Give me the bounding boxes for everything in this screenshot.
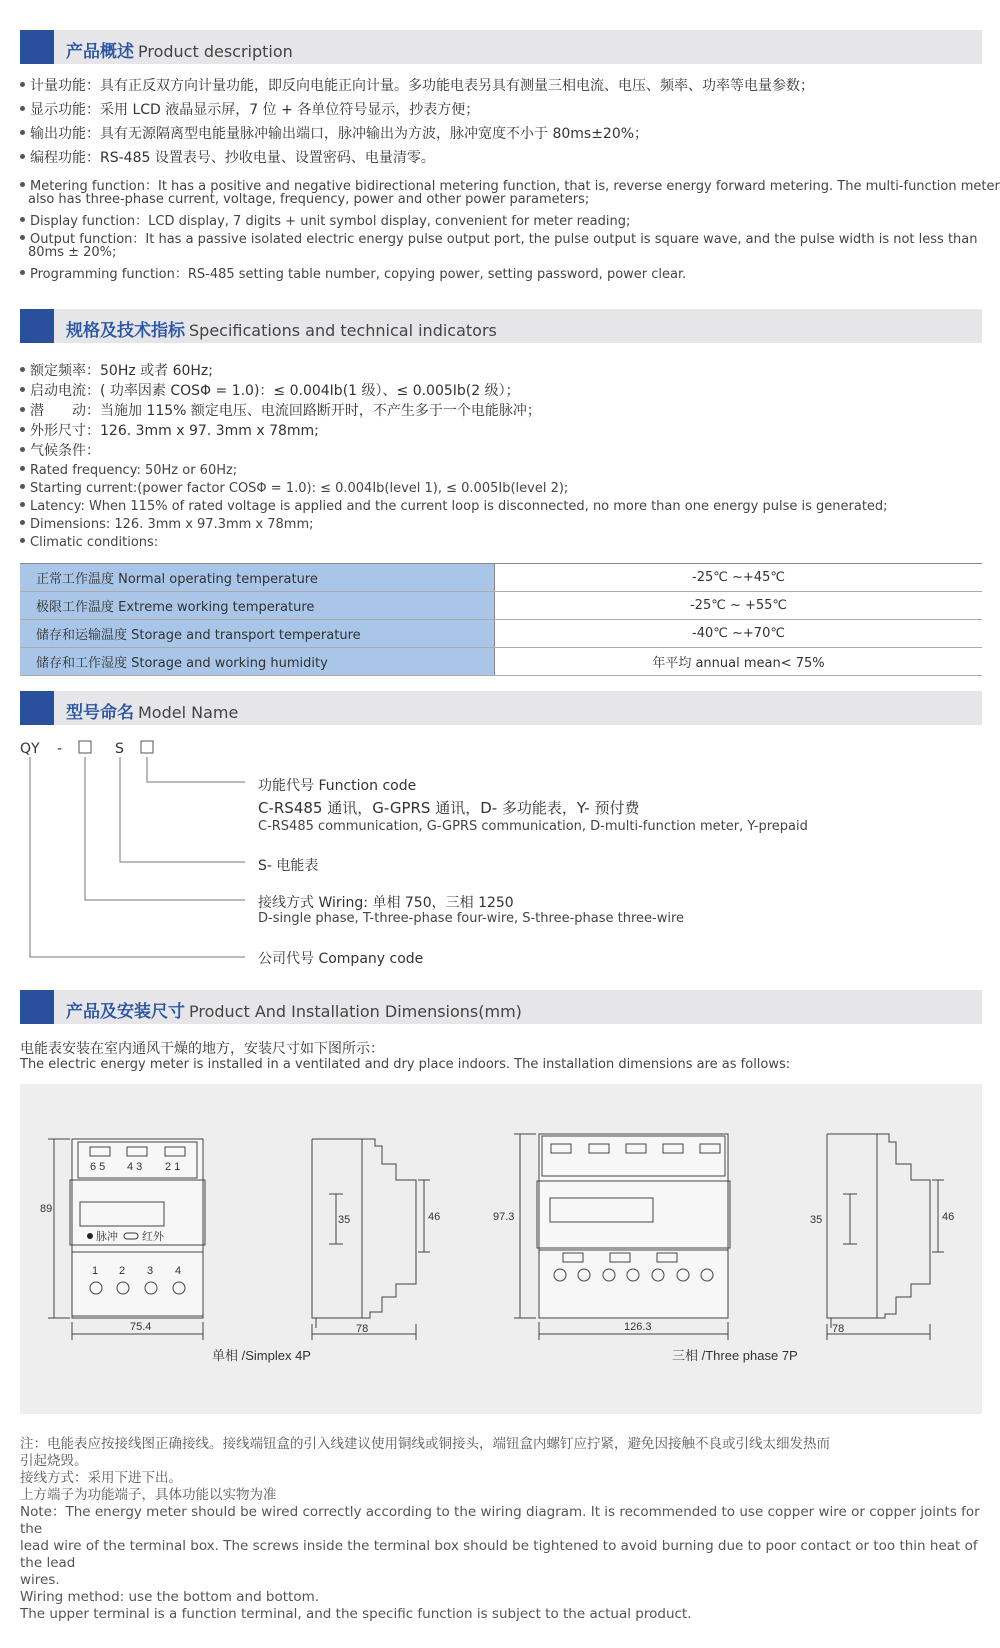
- note-cn-2: 接线方式：采用下进下出。: [20, 1470, 182, 1486]
- note-en-1c: wires.: [20, 1572, 60, 1588]
- single-bottom-terminal-label: 4: [175, 1265, 182, 1277]
- single-side-depth-label: 78: [356, 1323, 369, 1335]
- three-phase-caption: 三相 /Three phase 7P: [672, 1348, 798, 1363]
- note-en-1: Note：The energy meter should be wired correctly according to the wiring diagram. It is recommended to use copper wire or copper joints for the: [20, 1504, 980, 1537]
- dims-intro-en: The electric energy meter is installed in a ventilated and dry place indoors. The installation dimensions are as follows:: [20, 1057, 791, 1072]
- dims-intro-cn: 电能表安装在室内通风干燥的地方，安装尺寸如下图所示：: [20, 1041, 384, 1057]
- climate-label: 正常工作温度 Normal operating temperature: [20, 564, 495, 592]
- dimension-drawings: [20, 1084, 982, 1414]
- single-phase-caption: 单相 /Simplex 4P: [212, 1348, 311, 1363]
- function-code-title: 功能代号 Function code: [258, 778, 417, 794]
- infrared-label: 红外: [142, 1231, 164, 1243]
- spec-cn-2: 启动电流：( 功率因素 COSΦ = 1.0)：≤ 0.004Ib(1 级）、≤ 0.005Ib(2 级）；: [20, 380, 520, 400]
- section-marker: [20, 309, 54, 343]
- three-height-label: 97.3: [493, 1211, 515, 1223]
- function-code-cn: C-RS485 通讯，G-GPRS 通讯，D- 多功能表，Y- 预付费: [258, 799, 640, 817]
- note-cn-1b: 引起烧毁。: [20, 1453, 88, 1469]
- spec-en-3: Latency: When 115% of rated voltage is applied and the current loop is disconnected, no more than one energy pulse is generated;: [20, 499, 888, 514]
- table-row: [20, 620, 982, 648]
- spec-en-1: Rated frequency: 50Hz or 60Hz;: [20, 463, 237, 478]
- section-header-specifications: [20, 309, 982, 343]
- desc-en-4: Programming function：RS-485 setting table number, copying power, setting password, power clear.: [20, 263, 686, 282]
- section-header-description: [20, 30, 982, 64]
- desc-en-1b: also has three-phase current, voltage, frequency, power and other power parameters;: [28, 192, 590, 207]
- model-code-s: S: [115, 741, 124, 757]
- section-header-dimensions: [20, 990, 982, 1024]
- note-en-1b: lead wire of the terminal box. The screws inside the terminal box should be tightened to avoid burning due to poor contact or too thin heat of the lead: [20, 1538, 978, 1571]
- section-marker: [20, 691, 54, 725]
- single-height-label: 89: [40, 1203, 53, 1215]
- section-title: 规格及技术指标 Specifications and technical indicators: [66, 321, 497, 341]
- single-bottom-terminal-label: 2: [119, 1265, 126, 1277]
- wiring-en: D-single phase, T-three-phase four-wire, S-three-phase three-wire: [258, 911, 685, 926]
- spec-en-4: Dimensions: 126. 3mm x 97.3mm x 78mm;: [20, 517, 314, 532]
- spec-cn-4: 外形尺寸：126. 3mm x 97. 3mm x 78mm;: [20, 420, 319, 440]
- spec-cn-5: 气候条件：: [20, 440, 100, 460]
- section-title: 型号命名 Model Name: [66, 703, 239, 723]
- company-code: 公司代号 Company code: [258, 951, 424, 967]
- climate-value: 年平均 annual mean< 75%: [495, 648, 983, 676]
- table-row: [20, 648, 982, 676]
- desc-en-2: Display function：LCD display, 7 digits + unit symbol display, convenient for meter reading;: [20, 210, 630, 229]
- model-code-qy: QY: [20, 741, 40, 757]
- table-row: [20, 592, 982, 620]
- section-header-model-name: [20, 691, 982, 725]
- three-phase-side-view: [827, 1134, 944, 1340]
- model-leader-lines: [0, 735, 300, 965]
- climate-table: [20, 563, 982, 676]
- climate-value: -25℃ ~ +55℃: [495, 592, 983, 620]
- desc-en-3b: 80ms ± 20%;: [28, 245, 117, 260]
- desc-en-1a: Metering function：It has a positive and negative bidirectional metering function, that is, reverse energy forward metering. The multi-function meter: [20, 175, 1000, 194]
- single-bottom-terminal-label: 1: [92, 1265, 99, 1277]
- function-code-en: C-RS485 communication, G-GPRS communication, D-multi-function meter, Y-prepaid: [258, 819, 808, 834]
- section-title: 产品及安装尺寸 Product And Installation Dimensions(mm): [66, 1002, 522, 1022]
- dimension-drawings-svg: [20, 1084, 982, 1414]
- section-marker: [20, 990, 54, 1024]
- three-phase-front-view: [514, 1134, 730, 1340]
- single-top-terminal-label: 2 1: [165, 1161, 181, 1173]
- desc-cn-4: 编程功能：RS-485 设置表号、抄收电量、设置密码、电量清零。: [20, 147, 435, 167]
- section-marker: [20, 30, 54, 64]
- note-block: [20, 1436, 982, 1623]
- note-en-3: The upper terminal is a function terminal, and the specific function is subject to the actual product.: [20, 1606, 692, 1622]
- three-side-depth-label: 78: [832, 1323, 845, 1335]
- table-row: [20, 564, 982, 592]
- climate-value: -25℃ ~+45℃: [495, 564, 983, 592]
- single-top-terminal-label: 6 5: [90, 1161, 106, 1173]
- three-side-h1-label: 35: [810, 1214, 823, 1226]
- single-side-h2-label: 46: [428, 1211, 441, 1223]
- note-cn-1: 注：电能表应按接线图正确接线。接线端钮盒的引入线建议使用铜线或铜接头，端钮盒内螺钉应拧紧，避免因接触不良或引线太细发热而: [20, 1436, 830, 1452]
- three-side-h2-label: 46: [942, 1211, 955, 1223]
- spec-cn-1: 额定频率：50Hz 或者 60Hz;: [20, 360, 213, 380]
- model-code-dash: -: [57, 741, 63, 757]
- desc-cn-2: 显示功能：采用 LCD 液晶显示屏，7 位 + 各单位符号显示，抄表方便；: [20, 99, 479, 119]
- pulse-label: 脉冲: [96, 1231, 118, 1243]
- spec-en-2: Starting current:(power factor COSΦ = 1.0): ≤ 0.004Ib(level 1), ≤ 0.005Ib(level 2);: [20, 481, 568, 496]
- climate-label: 储存和工作湿度 Storage and working humidity: [20, 648, 495, 676]
- climate-label: 储存和运输温度 Storage and transport temperature: [20, 620, 495, 648]
- spec-cn-3: 潜 动：当施加 115% 额定电压、电流回路断开时，不产生多于一个电能脉冲；: [20, 400, 541, 420]
- wiring-cn: 接线方式 Wiring: 单相 750，三相 1250: [258, 895, 514, 911]
- single-width-label: 75.4: [130, 1321, 152, 1333]
- s-meter-line: S- 电能表: [258, 858, 319, 874]
- desc-cn-1: 计量功能：具有正反双方向计量功能，即反向电能正向计量。多功能电表另具有测量三相电流、电压、频率、功率等电量参数；: [20, 75, 814, 95]
- climate-value: -40℃ ~+70℃: [495, 620, 983, 648]
- single-phase-side-view: [312, 1139, 430, 1340]
- single-side-h1-label: 35: [338, 1214, 351, 1226]
- spec-en-5: Climatic conditions:: [20, 535, 158, 550]
- single-top-terminal-label: 4 3: [127, 1161, 143, 1173]
- single-bottom-terminal-label: 3: [147, 1265, 154, 1277]
- pulse-indicator-icon: [87, 1233, 93, 1239]
- note-en-2: Wiring method: use the bottom and bottom.: [20, 1589, 320, 1605]
- climate-label: 极限工作温度 Extreme working temperature: [20, 592, 495, 620]
- section-title: 产品概述 Product description: [66, 42, 293, 62]
- note-cn-3: 上方端子为功能端子，具体功能以实物为准: [20, 1487, 277, 1503]
- three-width-label: 126.3: [624, 1321, 652, 1333]
- desc-en-3a: Output function：It has a passive isolated electric energy pulse output port, the pulse output is square wave, and the pulse width is not less than: [20, 228, 977, 247]
- desc-cn-3: 输出功能：具有无源隔离型电能量脉冲输出端口，脉冲输出为方波，脉冲宽度不小于 80ms±20%；: [20, 123, 648, 143]
